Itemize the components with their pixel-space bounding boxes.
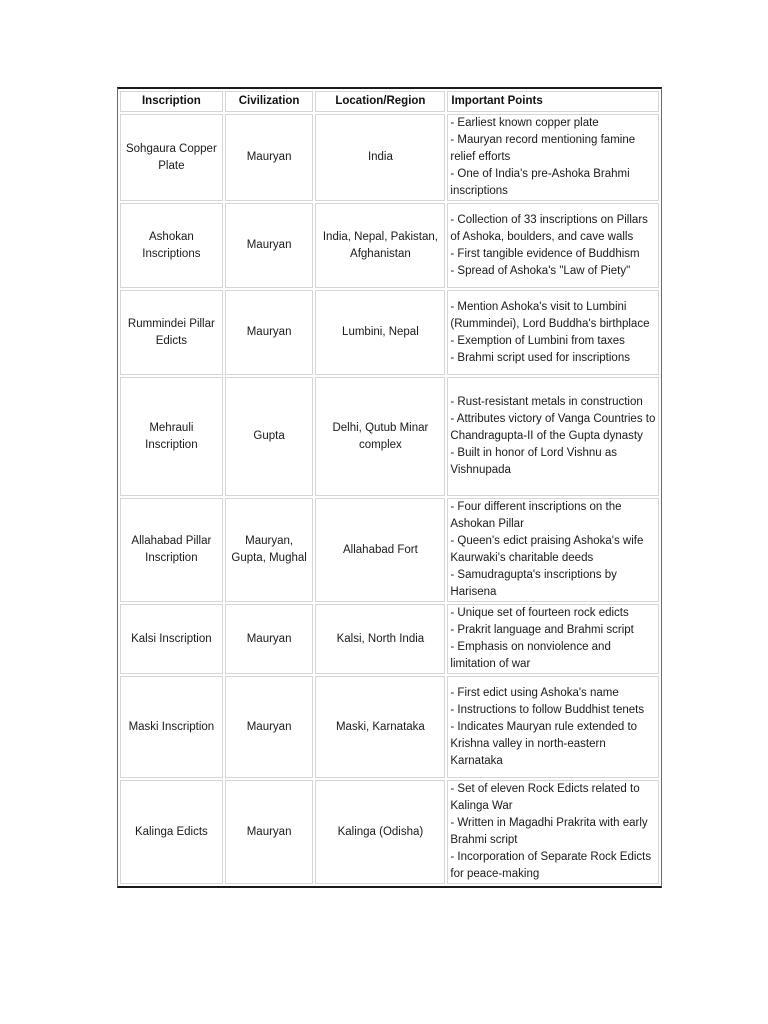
- important-point: - Written in Magadhi Prakrita with early Brahmi script: [450, 817, 648, 846]
- important-point: - Spread of Ashoka's "Law of Piety": [450, 264, 631, 277]
- header-civilization: Civilization: [225, 91, 314, 112]
- cell-important-points: [447, 203, 659, 288]
- important-point: - Mention Ashoka's visit to Lumbini (Rummindei), Lord Buddha's birthplace: [450, 300, 650, 330]
- cell-civilization: Mauryan: [225, 290, 314, 375]
- table-body: [120, 114, 659, 884]
- cell-important-points: [447, 114, 659, 201]
- important-point: - Set of eleven Rock Edicts related to Kalinga War: [450, 783, 640, 812]
- table-row: [120, 114, 659, 201]
- cell-civilization: Mauryan: [225, 676, 314, 778]
- cell-location: Allahabad Fort: [315, 498, 445, 602]
- header-location: Location/Region: [315, 91, 445, 112]
- important-point: - Instructions to follow Buddhist tenets: [450, 703, 645, 716]
- important-point: - First tangible evidence of Buddhism: [450, 247, 640, 260]
- important-point: - One of India's pre-Ashoka Brahmi inscriptions: [450, 168, 630, 197]
- important-point: - Brahmi script used for inscriptions: [450, 351, 630, 364]
- cell-inscription: Mehrauli Inscription: [120, 377, 223, 496]
- important-point: - Attributes victory of Vanga Countries to Chandragupta-II of the Gupta dynasty: [450, 413, 656, 442]
- header-inscription: Inscription: [120, 91, 223, 112]
- cell-inscription: Allahabad Pillar Inscription: [120, 498, 223, 602]
- important-point: - Four different inscriptions on the Ashokan Pillar: [450, 501, 622, 530]
- inscriptions-table: [117, 87, 662, 888]
- cell-location: Delhi, Qutub Minar complex: [315, 377, 445, 496]
- inscriptions-table-container: [117, 87, 662, 888]
- cell-location: Lumbini, Nepal: [315, 290, 445, 375]
- table-row: [120, 498, 659, 602]
- table-row: [120, 290, 659, 375]
- cell-location: Kalsi, North India: [315, 604, 445, 674]
- important-point: - Incorporation of Separate Rock Edicts for peace-making: [450, 851, 652, 880]
- header-important-points: Important Points: [447, 91, 659, 112]
- cell-civilization: Mauryan, Gupta, Mughal: [225, 498, 314, 602]
- cell-location: Maski, Karnataka: [315, 676, 445, 778]
- table-row: [120, 676, 659, 778]
- important-point: - Indicates Mauryan rule extended to Krishna valley in north-eastern Karnataka: [450, 720, 638, 767]
- important-point: - Unique set of fourteen rock edicts: [450, 607, 629, 619]
- table-row: [120, 377, 659, 496]
- important-point: - First edict using Ashoka's name: [450, 686, 619, 699]
- cell-civilization: Mauryan: [225, 114, 314, 201]
- cell-important-points: [447, 290, 659, 375]
- cell-important-points: [447, 377, 659, 496]
- table-row: [120, 780, 659, 884]
- important-point: - Mauryan record mentioning famine relief efforts: [450, 134, 636, 163]
- cell-inscription: Kalsi Inscription: [120, 604, 223, 674]
- cell-important-points: [447, 676, 659, 778]
- cell-important-points: [447, 604, 659, 674]
- cell-civilization: Mauryan: [225, 780, 314, 884]
- important-point: - Emphasis on nonviolence and limitation of war: [450, 641, 611, 670]
- important-point: - Built in honor of Lord Vishnu as Vishnupada: [450, 447, 618, 476]
- cell-civilization: Mauryan: [225, 604, 314, 674]
- cell-location: India, Nepal, Pakistan, Afghanistan: [315, 203, 445, 288]
- cell-important-points: [447, 780, 659, 884]
- important-point: - Queen's edict praising Ashoka's wife Kaurwaki's charitable deeds: [450, 535, 644, 564]
- cell-civilization: Mauryan: [225, 203, 314, 288]
- cell-inscription: Maski Inscription: [120, 676, 223, 778]
- cell-inscription: Sohgaura Copper Plate: [120, 114, 223, 201]
- cell-inscription: Rummindei Pillar Edicts: [120, 290, 223, 375]
- table-row: [120, 604, 659, 674]
- important-point: - Earliest known copper plate: [450, 117, 599, 129]
- table-header-row: [120, 91, 659, 112]
- important-point: - Samudragupta's inscriptions by Harisena: [450, 569, 617, 598]
- cell-civilization: Gupta: [225, 377, 314, 496]
- table-row: [120, 203, 659, 288]
- cell-location: Kalinga (Odisha): [315, 780, 445, 884]
- cell-important-points: [447, 498, 659, 602]
- cell-location: India: [315, 114, 445, 201]
- cell-inscription: Kalinga Edicts: [120, 780, 223, 884]
- important-point: - Prakrit language and Brahmi script: [450, 624, 634, 636]
- important-point: - Exemption of Lumbini from taxes: [450, 334, 625, 347]
- important-point: - Collection of 33 inscriptions on Pillars of Ashoka, boulders, and cave walls: [450, 213, 648, 243]
- cell-inscription: Ashokan Inscriptions: [120, 203, 223, 288]
- important-point: - Rust-resistant metals in construction: [450, 396, 643, 408]
